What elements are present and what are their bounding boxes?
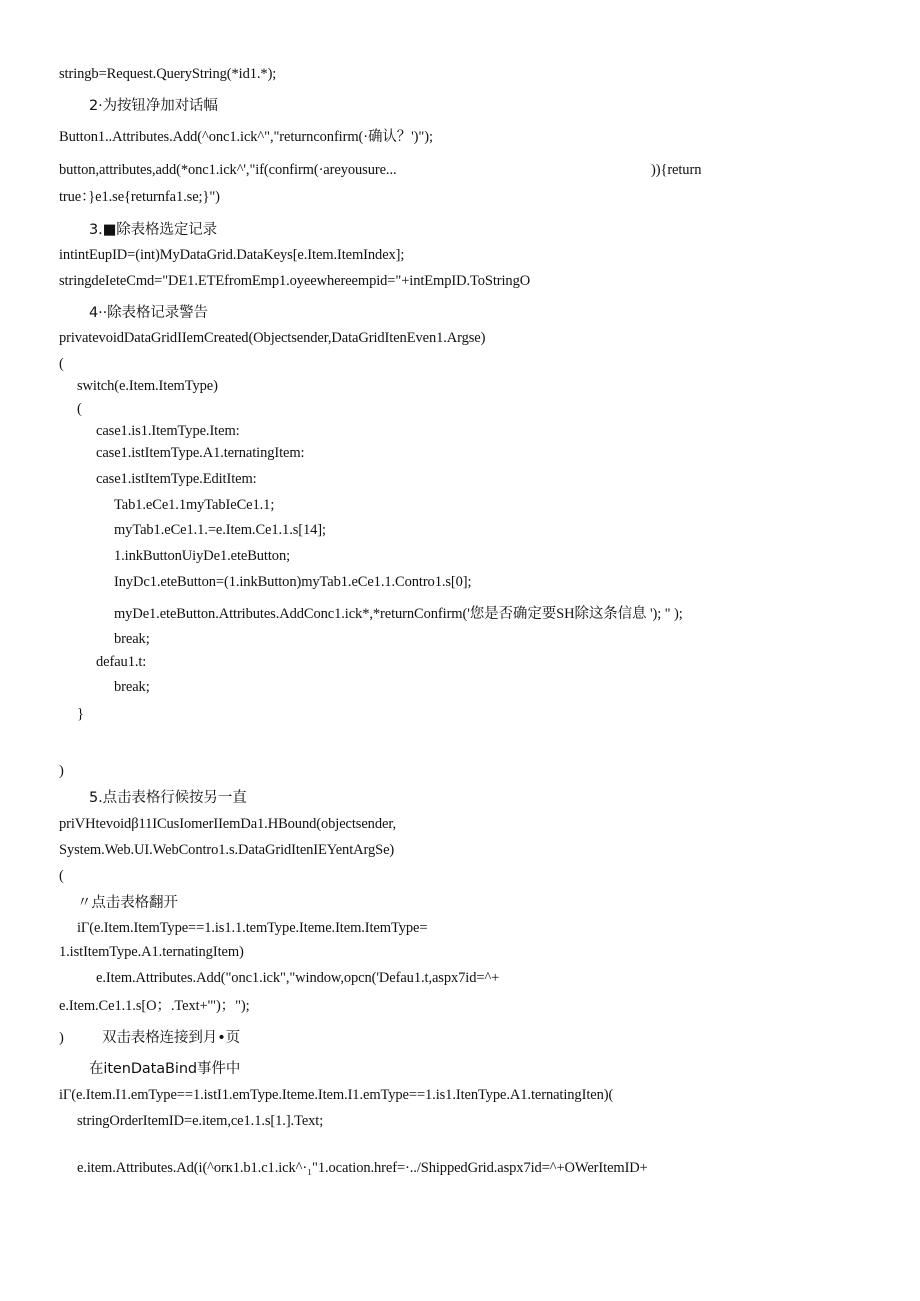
- code-line-7: intintEupID=(int)MyDataGrid.DataKeys[e.Item.ItemIndex];: [59, 247, 405, 263]
- code-line-11: (: [59, 356, 64, 372]
- code-line-15: case1.istItemType.A1.ternatingItem:: [96, 445, 305, 461]
- code-line-19: 1.inkButtonUiyDe1.eteButton;: [114, 548, 291, 564]
- section-heading-6: 双击表格连接到月•页: [102, 1030, 241, 1046]
- code-line-24: break;: [114, 679, 150, 695]
- code-line-35: e.Item.Ce1.1.s[O；.Text+'")；");: [59, 998, 250, 1014]
- code-line-17: Tab1.eCe1.1myTabIeCe1.1;: [114, 497, 275, 513]
- code-line-21: myDe1.eteButton.Attributes.AddConc1.ick*,*returnConfirm('您是否确定要SH除这条信息 '); " );: [114, 606, 683, 622]
- code-line-3: Button1..Attributes.Add(^onc1.ick^","returnconfirm(·确认？')");: [59, 129, 433, 145]
- code-line-41: e.item.Attributes.Ad(i(^orк1.b1.c1.ick^·₁"1.ocation.href=·../ShippedGrid.aspx7id=^+OWerItemID+: [77, 1160, 648, 1176]
- code-line-8: stringdeIeteCmd="DE1.ETEfromEmp1.oyeewhereempid="+intEmpID.ToStringO: [59, 273, 531, 289]
- code-line-14: case1.is1.ItemType.Item:: [96, 423, 240, 439]
- code-line-36: ): [59, 1030, 64, 1046]
- section-heading-5: 5.点击表格行候按另一直: [89, 790, 247, 806]
- section-heading-4: 4··除表格记录警告: [89, 305, 208, 321]
- code-line-18: myTab1.eCe1.1.=e.Item.Ce1.1.s[14];: [114, 522, 326, 538]
- code-line-4: button,attributes,add(*onc1.ick^',"if(confirm(·areyousure...: [59, 162, 397, 178]
- code-line-39: iΓ(e.Item.I1.emType==1.istI1.emType.Iteme.Item.I1.emType==1.is1.ItenType.A1.ternatingIten)(: [59, 1087, 614, 1103]
- note-line-38: 在itenDataBind事件中: [89, 1061, 241, 1077]
- code-line-12: switch(e.Item.ItemType): [77, 378, 218, 394]
- code-line-23: defau1.t:: [96, 654, 147, 670]
- code-line-16: case1.istItemType.EditItem:: [96, 471, 257, 487]
- code-line-26: ): [59, 763, 64, 779]
- code-line-4-end: )){return: [651, 162, 702, 178]
- code-line-1: stringb=Request.QueryString(*id1.*);: [59, 66, 277, 82]
- code-line-28: priVHtevoidβ11ICusIomerIIemDa1.HBound(objectsender,: [59, 816, 396, 832]
- code-line-33: 1.istItemType.A1.ternatingItem): [59, 944, 244, 960]
- code-line-5: true：}e1.se{returnfa1.se;}"): [59, 189, 220, 205]
- code-line-22: break;: [114, 631, 150, 647]
- code-line-25: }: [77, 706, 84, 722]
- section-heading-3: 3.■除表格选定记录: [89, 222, 218, 238]
- code-line-29: System.Web.UI.WebContro1.s.DataGridItenIEYentArgSe): [59, 842, 395, 858]
- code-line-34: e.Item.Attributes.Add("onc1.ick","window,opcn('Defau1.t,aspx7id=^+: [96, 970, 500, 986]
- code-line-40: stringOrderItemID=e.item,ce1.1.s[1.].Text;: [77, 1113, 324, 1129]
- code-line-10: privatevoidDataGridIIemCreated(Objectsender,DataGridItenEven1.Argse): [59, 330, 486, 346]
- code-line-32: iΓ(e.Item.ItemType==1.is1.1.temType.Iteme.Item.ItemType=: [77, 920, 428, 936]
- comment-line-31: 〃点击表格翻开: [77, 895, 178, 911]
- code-line-20: InyDc1.eteButton=(1.inkButton)myTab1.eCe1.1.Contro1.s[0];: [114, 574, 472, 590]
- section-heading-2: 2·为按钮净加对话幅: [89, 98, 218, 114]
- code-line-30: (: [59, 868, 64, 884]
- code-line-13: (: [77, 401, 82, 417]
